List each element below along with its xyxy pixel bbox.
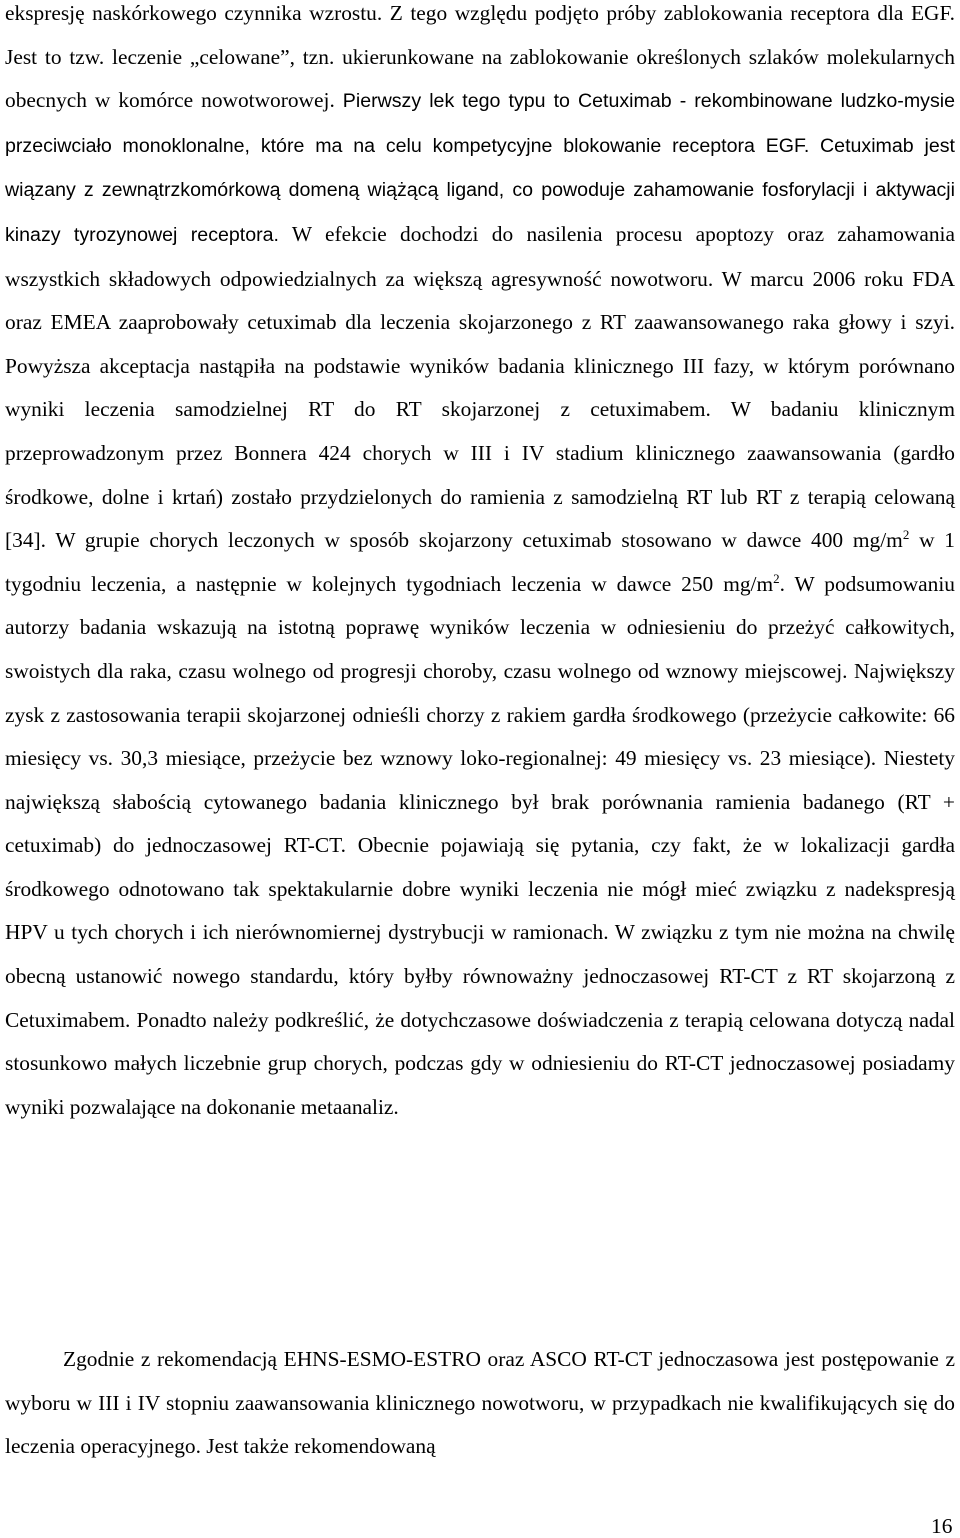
sentence-6: Powyższa akceptacja nastąpiła na podstawie wyników badania klinicznego III fazy, w którym porównano wyniki leczenia samodzielnej RT do RT skojarzonej z cetuximabem. W badaniu klinicznym przeprowadzonym przez Bonnera 424 chorych w III i IV stadium klinicznego zaawansowania (gardło środkowe, dolne i krtań) zostało przydzielonych do ramienia z samodzielną RT lub RT z terapią celowaną [34]. W grupie chorych leczonych w sposób skojarzony cetuximab stosowano w dawce 400 mg/m (5, 353, 955, 553)
sentence-8: . W podsumowaniu autorzy badania wskazują na istotną poprawę wyników leczenia w odniesieniu do przeżyć całkowitych, swoistych dla raka, czasu wolnego od progresji choroby, czasu wolnego od wznowy miejscowej. Największy zysk z zastosowania terapii skojarzonej odnieśli chorzy z rakiem gardła środkowego (przeżycie całkowite: 66 miesięcy vs. 30,3 miesiące, przeżycie bez wznowy loko-regionalnej: 49 miesięcy vs. 23 miesiące). Niestety największą słabością cytowanego badania klinicznego był brak porównania ramienia badanego (RT + cetuximab) do jednoczasowej RT-CT. Obecnie pojawiają się pytania, czy fakt, że w lokalizacji gardła środkowego odnotowano tak spektakularnie dobre wyniki leczenia nie mógł mieć związku z nadekspresją HPV u tych chorych i ich nierównomiernej dystrybucji w ramionach. W związku z tym nie można na chwilę obecną ustanowić nowego standardu, który byłby równoważny jednoczasowej RT-CT z RT skojarzoną z Cetuximabem. Ponadto należy podkreślić, że dotychczasowe doświadczenia z terapią celowana dotyczą nadal stosunkowo małych liczebnie grup chorych, podczas gdy w odniesieniu do RT-CT jednoczasowej posiadamy wyniki pozwalające na dokonanie metaanaliz. (5, 571, 955, 1119)
body-paragraph-2: Zgodnie z rekomendacją EHNS-ESMO-ESTRO oraz ASCO RT-CT jednoczasowa jest postępowanie z wyboru w III i IV stopniu zaawansowania klinicznego nowotworu, w przypadkach nie kwalifikujących się do leczenia operacyjnego. Jest także rekomendowaną (5, 1347, 955, 1459)
sentence-3: Cetuximab jest wiązany z zewnątrzkomórkową domeną wiążącą ligand, co powoduje zahamowanie fosforylacji i aktywacji kinazy tyrozynowej receptora. (5, 134, 955, 246)
body-paragraph-1 (5, 0, 955, 1129)
sentence-5: W marcu 2006 roku FDA oraz EMEA zaaprobowały cetuximab dla leczenia skojarzonego z RT zaawansowanego raka głowy i szyi. (5, 266, 955, 335)
superscript-1: 2 (902, 527, 910, 543)
sentence-2: Pierwszy lek tego typu to Cetuximab - rekombinowane ludzko-mysie przeciwciało monoklonalne, które ma na celu kompetycyjne blokowanie receptora EGF. (5, 90, 955, 157)
sentence-4: W efekcie dochodzi do nasilenia procesu apoptozy oraz zahamowania wszystkich składowych odpowiedzialnych za większą agresywność nowotworu. (5, 221, 955, 291)
sentence-1: ekspresję naskórkowego czynnika wzrostu. Z tego względu podjęto próby zablokowania receptora dla EGF. Jest to tzw. leczenie „celowane”, tzn. ukierunkowane na zablokowanie określonych szlaków molekularnych obecnych w komórce nowotworowej. (5, 1, 955, 113)
superscript-2: 2 (773, 570, 780, 586)
sentence-7: w 1 tygodniu leczenia, a następnie w kolejnych tygodniach leczenia w dawce 250 mg/m (5, 528, 955, 596)
page-number: 16 (931, 1514, 953, 1538)
